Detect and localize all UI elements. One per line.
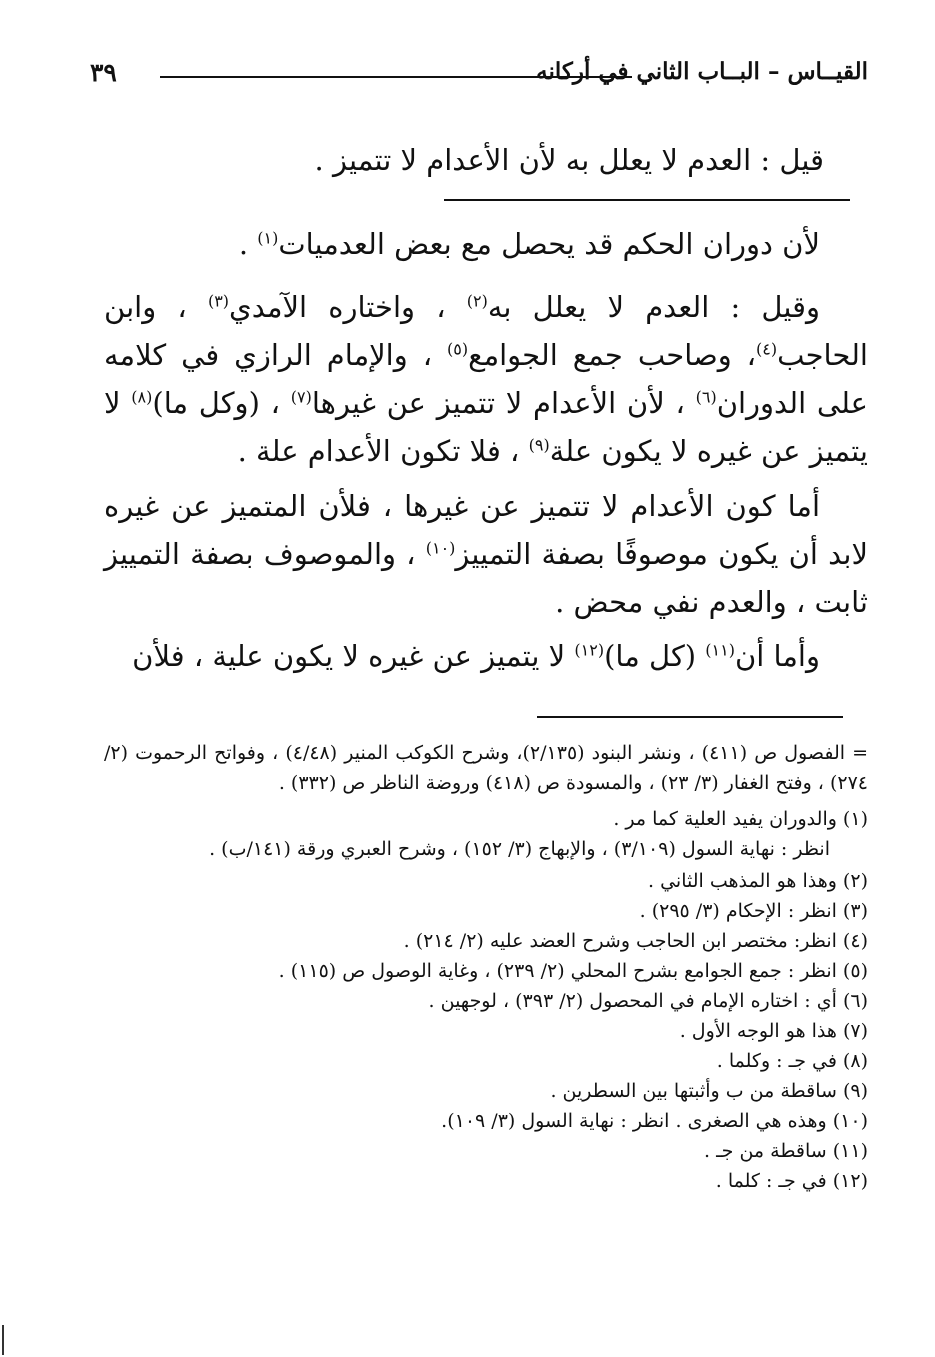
footnote-1-reference: انظر : نهاية السول (٣/١٠٩) ، والإبهاج (٣/ ١٥٢) ، وشرح العبري ورقة (١٤١/ب) . [209, 838, 830, 860]
p2-segment: ، وصاحب جمع الجوامع [468, 338, 757, 372]
footnote-ref-8: (٨) [131, 387, 153, 407]
footnote-1: (١) والدوران يفيد العلية كما مر . [613, 808, 868, 830]
footnote-ref-4: (٤) [756, 339, 778, 359]
footnote-ref-10: (١٠) [425, 538, 456, 558]
p4-segment: وأما أن [734, 639, 820, 673]
footnote-4: (٤) انظر: مختصر ابن الحاجب وشرح العضد عليه (٢/ ٢١٤) . [403, 930, 868, 952]
footnote-5: (٥) انظر : جمع الجوامع بشرح المحلي (٢/ ٢٣٩) ، وغاية الوصول ص (١١٥) . [278, 960, 868, 982]
p2-segment: وقيل : العدم لا يعلل به [487, 290, 820, 324]
page-header [88, 58, 868, 98]
running-title: القيــاس – البــاب الثاني في أركانه [536, 58, 868, 85]
heading-block [104, 136, 868, 184]
footnote-8: (٨) في جـ : وكلما . [716, 1050, 868, 1072]
footnote-9: (٩) ساقطة من ب وأثبتها بين السطرين . [550, 1080, 868, 1102]
footnote-3: (٣) انظر : الإحكام (٣/ ٢٩٥) . [639, 900, 868, 922]
p2-segment: ، وابن الحاجب [104, 290, 868, 372]
p3-segment: أما كون الأعدام لا تتميز عن غيرها ، فلأن المتميز عن غيره لابد أن يكون موصوفًا بصفة التمييز [104, 489, 868, 571]
p2-segment: ، واختاره الآمدي [229, 290, 467, 324]
footnote-12: (١٢) في جـ : كلما . [715, 1170, 868, 1192]
footnote-11: (١١) ساقطة من جـ . [704, 1140, 868, 1162]
p3-segment: ، والموصوف بصفة التمييز ثابت ، والعدم نفي محض . [104, 537, 868, 619]
footnote-7: (٧) هذا هو الوجه الأول . [679, 1020, 868, 1042]
footnote-ref-3: (٣) [207, 291, 230, 311]
paragraph-3 [104, 482, 868, 626]
footnotes [104, 738, 868, 1196]
p2-segment: لا يتميز عن غيره لا يكون علة [104, 386, 868, 468]
p1-text: لأن دوران الحكم قد يحصل مع بعض العدميات [278, 227, 820, 261]
footnote-ref-1: (١) [257, 228, 279, 248]
footnote-continuation: = الفصول ص (٤١١) ، ونشر البنود (٢/١٣٥)، وشرح الكوكب المنير (٤/٤٨) ، وفواتح الرحموت (٢/ ٢٧٤) ، وفتح الغفار (٣/ ٢٣) ، والمسودة ص (٤١٨) وروضة الناظر ص (٣٣٢) . [104, 742, 868, 794]
p4-segment: (كل ما) [604, 639, 706, 673]
p2-segment: ، والإمام الرازي في كلامه على الدوران [104, 338, 868, 420]
footnote-2: (٢) وهذا هو المذهب الثاني . [648, 870, 868, 892]
p2-segment: ، لأن الأعدام لا تتميز عن غيرها [311, 386, 696, 420]
p2-segment: ، فلا تكون الأعدام علة . [237, 434, 529, 468]
page-number: ٣٩ [90, 58, 117, 87]
footnote-ref-9: (٩) [528, 435, 550, 455]
heading-underline [444, 199, 850, 201]
paragraph-1 [104, 220, 868, 268]
paragraph-2 [104, 283, 868, 475]
p1-tail: . [238, 227, 258, 261]
footnote-ref-5: (٥) [447, 339, 469, 359]
p4-segment: لا يتميز عن غيره لا يكون علية ، فلأن [132, 639, 575, 673]
heading-statement: قيل : العدم لا يعلل به لأن الأعدام لا تتميز . [314, 143, 824, 177]
footnote-6: (٦) أي : اختاره الإمام في المحصول (٢/ ٣٩٣) ، لوجهين . [428, 990, 868, 1012]
footnote-separator [537, 716, 843, 718]
footnote-ref-11: (١١) [705, 640, 735, 660]
footnote-ref-12: (١٢) [574, 640, 605, 660]
scan-edge-mark [2, 1325, 4, 1355]
p2-segment: ، (وكل ما) [152, 386, 291, 420]
paragraph-4 [104, 632, 868, 680]
footnote-ref-2: (٢) [466, 291, 488, 311]
footnote-ref-6: (٦) [695, 387, 717, 407]
footnote-10: (١٠) وهذه هي الصغرى . انظر : نهاية السول (٣/ ١٠٩). [441, 1110, 868, 1132]
footnote-ref-7: (٧) [290, 387, 312, 407]
